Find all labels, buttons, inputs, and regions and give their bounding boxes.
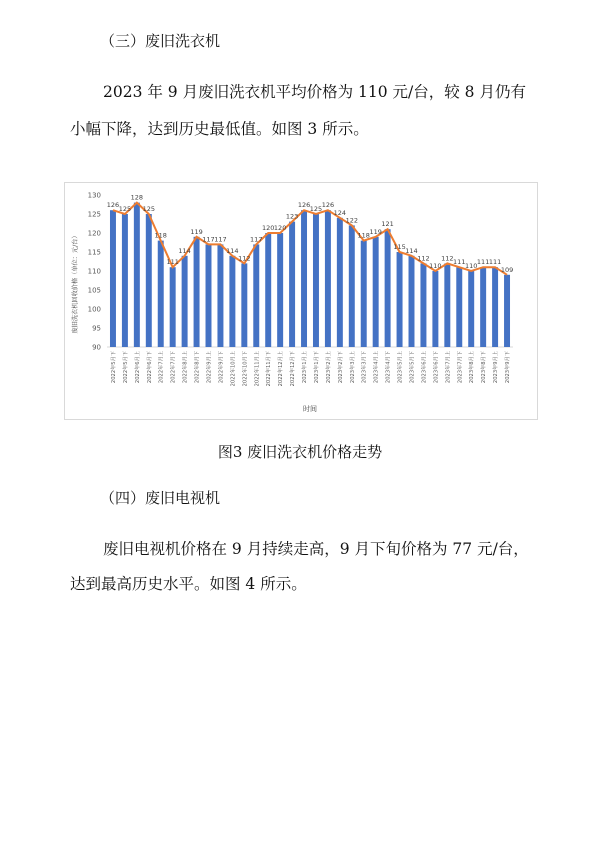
figure3-chart xyxy=(64,182,538,420)
y-tick-label: 120 xyxy=(87,229,101,238)
data-label: 123 xyxy=(285,212,299,221)
y-tick-label: 115 xyxy=(87,248,101,257)
bar xyxy=(206,244,212,347)
data-label: 115 xyxy=(393,243,406,251)
x-tick-label: 2023年3月下 xyxy=(361,351,368,384)
data-label: 121 xyxy=(381,220,394,229)
y-axis-label: 废旧洗衣机回收价格（单位：元/台） xyxy=(72,232,79,334)
x-tick-label: 2022年9月上 xyxy=(206,351,213,384)
data-label: 110 xyxy=(464,262,478,270)
bar xyxy=(480,267,486,347)
bar xyxy=(397,252,403,347)
x-tick-label: 2023年7月下 xyxy=(457,351,464,384)
bar xyxy=(301,210,307,347)
bar xyxy=(325,210,331,347)
data-label: 112 xyxy=(441,254,454,263)
x-tick-label: 2022年5月下 xyxy=(122,351,129,384)
bar-series xyxy=(110,203,510,347)
x-tick-label: 2022年11月上 xyxy=(254,351,261,387)
data-label: 118 xyxy=(357,231,370,240)
x-tick-label: 2023年2月上 xyxy=(325,351,332,384)
bar xyxy=(217,244,223,347)
data-label: 128 xyxy=(130,193,144,202)
price-chart-svg xyxy=(65,183,537,419)
x-tick-label: 2023年6月下 xyxy=(433,351,440,384)
x-tick-label: 2023年9月下 xyxy=(505,351,512,384)
x-tick-label: 2023年8月下 xyxy=(481,351,488,384)
x-tick-label: 2023年9月上 xyxy=(493,351,500,384)
data-label: 120 xyxy=(273,224,287,232)
x-tick-label: 2022年10月下 xyxy=(242,351,249,387)
bar xyxy=(277,233,283,347)
bar xyxy=(134,203,140,347)
bar xyxy=(265,233,271,347)
section3-paragraph-line2: 小幅下降，达到历史最低值。如图 3 所示。 xyxy=(70,120,369,138)
x-tick-label: 2023年1月下 xyxy=(313,351,320,384)
data-label: 122 xyxy=(345,216,359,225)
x-tick-label: 2022年8月上 xyxy=(182,351,189,384)
data-label: 111 xyxy=(476,258,490,267)
data-label: 119 xyxy=(369,227,382,236)
bar xyxy=(337,218,343,347)
data-label: 111 xyxy=(166,258,179,267)
data-label: 111 xyxy=(488,258,502,267)
data-labels xyxy=(107,194,513,274)
bar xyxy=(349,225,355,347)
bar xyxy=(361,241,367,347)
y-tick-label: 100 xyxy=(87,305,101,314)
data-label: 126 xyxy=(106,201,120,210)
data-label: 117 xyxy=(250,235,263,244)
x-tick-label: 2022年5月下 xyxy=(110,351,117,384)
bar xyxy=(492,267,498,347)
x-tick-label: 2023年1月上 xyxy=(302,351,309,384)
x-tick-label: 2023年6月上 xyxy=(421,351,428,384)
x-tick-label: 2022年9月下 xyxy=(218,351,225,384)
y-tick-label: 125 xyxy=(87,210,101,219)
x-tick-label: 2023年4月上 xyxy=(373,351,380,384)
x-axis-label: 时间 xyxy=(303,405,317,413)
section3-heading: （三）废旧洗衣机 xyxy=(100,32,221,50)
bar xyxy=(420,263,426,347)
bar xyxy=(241,263,247,347)
section4-paragraph-line2: 达到最高历史水平。如图 4 所示。 xyxy=(70,575,307,593)
figure3-caption: 图3 废旧洗衣机价格走势 xyxy=(217,443,383,461)
data-label: 114 xyxy=(226,246,239,255)
x-tick-label: 2022年6月上 xyxy=(134,351,141,384)
x-tick-label: 2022年8月下 xyxy=(194,351,201,384)
data-label: 125 xyxy=(118,205,132,213)
bar xyxy=(444,263,450,347)
x-tick-label: 2023年3月上 xyxy=(349,351,356,384)
y-axis-ticks xyxy=(88,192,101,352)
x-tick-label: 2022年10月上 xyxy=(230,351,237,387)
y-tick-label: 105 xyxy=(87,286,101,295)
data-label: 117 xyxy=(214,235,227,244)
bar xyxy=(122,214,128,347)
x-tick-label: 2022年6月下 xyxy=(146,351,153,384)
x-tick-label: 2023年5月上 xyxy=(397,351,404,384)
data-label: 110 xyxy=(429,262,442,270)
bar xyxy=(385,229,391,347)
section3-paragraph-line1: 2023 年 9 月废旧洗衣机平均价格为 110 元/台，较 8 月仍有 xyxy=(103,83,526,101)
bar xyxy=(504,275,510,347)
bar xyxy=(456,267,462,347)
data-label: 119 xyxy=(190,227,203,236)
data-label: 117 xyxy=(202,235,215,244)
bar xyxy=(182,256,188,347)
data-label: 126 xyxy=(321,201,335,210)
x-tick-label: 2022年11月下 xyxy=(266,351,273,387)
bar xyxy=(146,214,152,347)
x-axis-tick-labels xyxy=(109,351,511,386)
x-tick-label: 2023年8月上 xyxy=(469,351,476,384)
data-label: 125 xyxy=(142,205,156,213)
data-label: 114 xyxy=(178,246,191,255)
data-label: 120 xyxy=(261,224,275,232)
y-tick-label: 95 xyxy=(92,324,101,333)
data-label: 114 xyxy=(405,246,418,255)
y-tick-label: 110 xyxy=(87,267,101,276)
y-tick-label: 90 xyxy=(92,343,101,352)
x-tick-label: 2023年7月上 xyxy=(445,351,452,384)
x-tick-label: 2023年2月下 xyxy=(337,351,344,384)
x-tick-label: 2022年12月下 xyxy=(290,351,297,387)
bar xyxy=(229,256,235,347)
data-label: 126 xyxy=(297,201,311,210)
data-label: 125 xyxy=(309,205,323,213)
bar xyxy=(158,241,164,347)
data-label: 112 xyxy=(417,254,430,263)
y-tick-label: 130 xyxy=(87,191,101,200)
data-label: 112 xyxy=(238,254,251,263)
bar xyxy=(373,237,379,347)
x-tick-label: 2022年12月上 xyxy=(278,351,285,387)
section4-paragraph-line1: 废旧电视机价格在 9 月持续走高，9 月下旬价格为 77 元/台， xyxy=(103,540,529,558)
bar xyxy=(110,210,116,347)
bar xyxy=(170,267,176,347)
x-tick-label: 2022年7月上 xyxy=(158,351,165,384)
x-tick-label: 2022年7月下 xyxy=(170,351,177,384)
data-label: 111 xyxy=(453,258,466,267)
x-tick-label: 2023年5月下 xyxy=(409,351,416,384)
x-tick-label: 2023年4月下 xyxy=(385,351,392,384)
bar xyxy=(289,222,295,347)
data-label: 124 xyxy=(333,208,347,217)
data-label: 109 xyxy=(500,265,514,274)
bar xyxy=(409,256,415,347)
bar xyxy=(468,271,474,347)
data-label: 118 xyxy=(154,231,167,240)
bar xyxy=(194,237,200,347)
section4-heading: （四）废旧电视机 xyxy=(100,489,221,507)
bar xyxy=(432,271,438,347)
bar xyxy=(313,214,319,347)
bar xyxy=(253,244,259,347)
